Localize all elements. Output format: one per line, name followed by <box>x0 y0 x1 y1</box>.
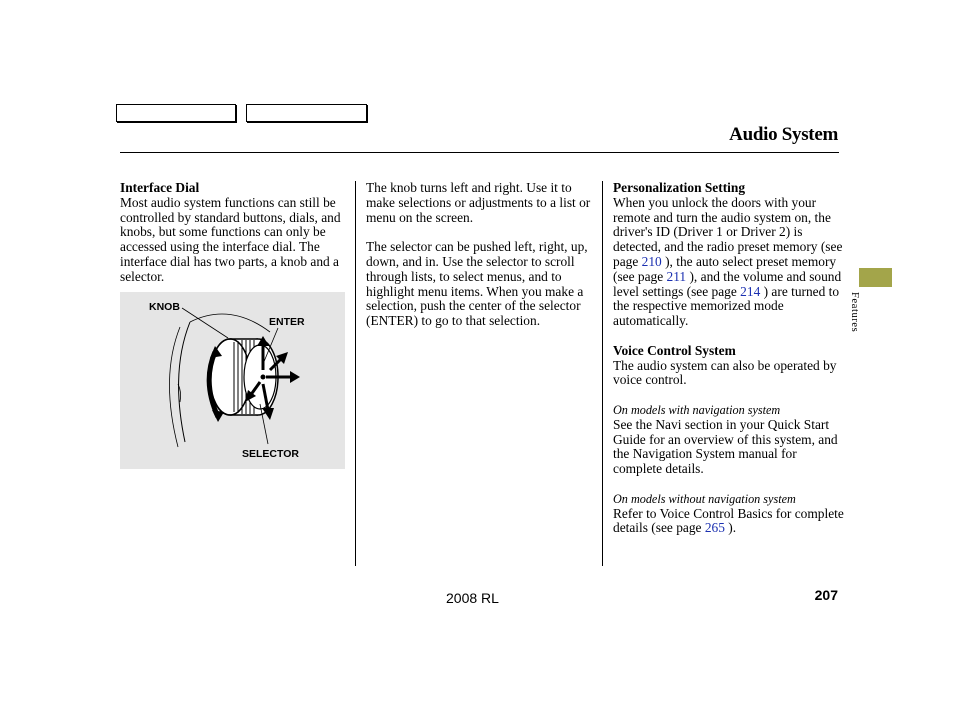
page-link-265[interactable]: 265 <box>704 520 725 536</box>
voice-control-body: The audio system can also be operated by voice control. <box>613 357 837 388</box>
page-title: Audio System <box>729 124 838 145</box>
nav-tab-1[interactable] <box>116 104 236 122</box>
knob-description: The knob turns left and right. Use it to make selections or adjustments to a list or menu on the screen. <box>366 180 591 225</box>
interface-dial-illustration <box>120 292 345 469</box>
personalization-text-2: ), the auto select preset memory (see page <box>613 253 837 284</box>
page-link-210[interactable]: 210 <box>641 253 662 269</box>
voice-basics-text-1: Refer to Voice Control Basics for complete details (see page <box>613 505 844 536</box>
page-number: 207 <box>814 587 838 603</box>
title-divider <box>120 152 839 153</box>
non-nav-models-note: On models without navigation system <box>613 491 796 506</box>
interface-dial-body: Most audio system functions can still be controlled by standard buttons, dials, and knobs, but some functions can only be accessed using the interface dial. The interface dial has two parts, a knob and a selector. <box>120 194 341 284</box>
column-3 <box>613 181 845 551</box>
nav-tab-2[interactable] <box>246 104 367 122</box>
figure-label-knob: KNOB <box>149 301 180 313</box>
page-link-214[interactable]: 214 <box>740 283 761 299</box>
personalization-text-1: When you unlock the doors with your remote and turn the audio system on, the driver's ID (Driver 1 or Driver 2) is detected, and the radio preset memory (see page <box>613 194 843 269</box>
figure-label-enter: ENTER <box>269 316 305 328</box>
section-tab[interactable] <box>859 268 892 287</box>
column-2 <box>366 181 596 344</box>
personalization-body <box>613 196 845 329</box>
figure-label-selector: SELECTOR <box>242 448 299 460</box>
column-divider-1 <box>355 181 356 566</box>
interface-dial-figure <box>120 292 345 469</box>
footer-model: 2008 RL <box>446 590 499 606</box>
personalization-text-3: ), and the volume and sound level settings (see page <box>613 268 842 299</box>
section-label: Features <box>849 292 860 333</box>
non-nav-models-body <box>613 507 845 537</box>
interface-dial-heading: Interface Dial <box>120 180 200 195</box>
selector-description: The selector can be pushed left, right, up, down, and in. Use the selector to scroll through lists, to select menus, and to highlight menu items. When you make a selection, push the center of the selector (ENTER) to go to that selection. <box>366 239 588 329</box>
nav-models-body: See the Navi section in your Quick Start Guide for an overview of this system, and the Navigation System manual for complete details. <box>613 416 838 477</box>
column-divider-2 <box>602 181 603 566</box>
voice-control-heading: Voice Control System <box>613 342 736 358</box>
voice-basics-text-2: ). <box>724 520 737 536</box>
nav-models-note: On models with navigation system <box>613 402 781 417</box>
column-1 <box>120 181 350 285</box>
personalization-heading: Personalization Setting <box>613 180 746 195</box>
personalization-text-4: ) are turned to the respective memorized mode automatically. <box>613 283 840 329</box>
page-link-211[interactable]: 211 <box>666 268 687 284</box>
